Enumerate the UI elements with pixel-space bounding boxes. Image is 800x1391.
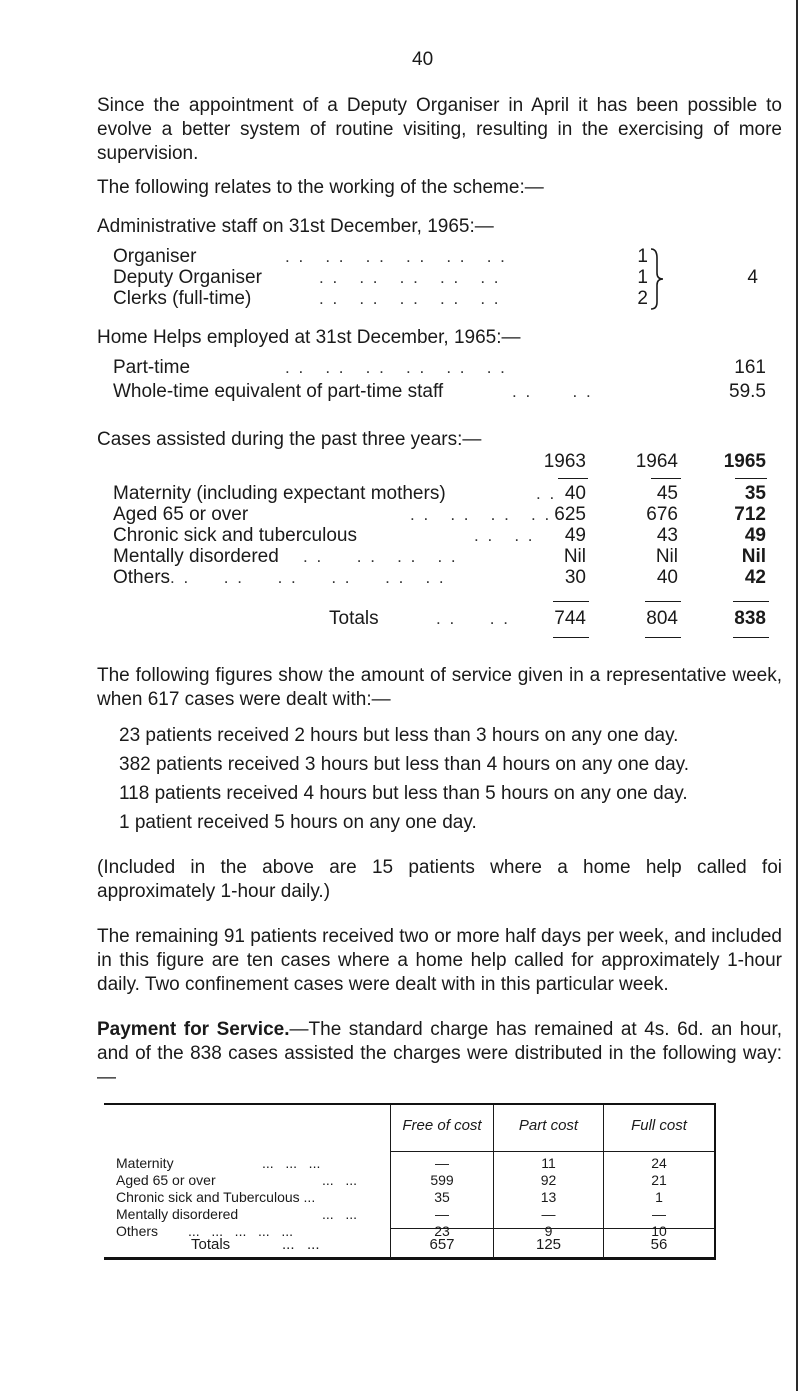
cases-value: 49 xyxy=(564,525,586,546)
leader-dots: . . . . xyxy=(512,382,593,401)
table-cell: — xyxy=(541,1206,556,1222)
home-helps-row-value: 59.5 xyxy=(729,381,766,402)
remaining-paragraph: The remaining 91 patients received two or more half days per week, and included in this figure are ten cases where a home help called for approximately 1-hour daily. Two confinement cases were dealt with in this particular week. xyxy=(97,926,782,995)
table-cell: 23 xyxy=(434,1223,450,1239)
service-line: 118 patients received 4 hours but less than 5 hours on any one day. xyxy=(119,783,688,804)
leader-dots: . . . . . . . . . . xyxy=(319,289,501,308)
cases-heading: Cases assisted during the past three years:— xyxy=(97,429,482,450)
admin-heading: Administrative staff on 31st December, 1965:— xyxy=(97,216,494,237)
table-cell: — xyxy=(652,1206,666,1222)
service-line: 1 patient received 5 hours on any one day. xyxy=(119,812,477,833)
cases-row-label: Chronic sick and tuberculous xyxy=(113,525,357,546)
table-total: 657 xyxy=(429,1236,455,1253)
col-header-free: Free of cost xyxy=(402,1117,482,1134)
leader-dots: . . . . . . . . xyxy=(410,505,552,524)
cases-year: 1965 xyxy=(723,451,766,472)
cases-value: 42 xyxy=(744,567,766,588)
admin-total: 4 xyxy=(747,267,758,288)
table-cell: 1 xyxy=(655,1189,663,1205)
table-cell: 13 xyxy=(540,1189,557,1205)
table-row-label: Aged 65 or over ... ... xyxy=(116,1172,358,1188)
table-cell: 35 xyxy=(434,1189,450,1205)
cases-total: 838 xyxy=(734,608,766,629)
table-row-label: Mentally disordered ... ... xyxy=(116,1206,358,1222)
table-cell: 21 xyxy=(651,1172,667,1188)
table-cell: — xyxy=(435,1155,449,1171)
cases-value: 35 xyxy=(744,483,766,504)
admin-row-value: 1 xyxy=(637,267,648,288)
admin-row-value: 2 xyxy=(637,288,648,309)
cases-row-label: Aged 65 or over xyxy=(113,504,249,525)
included-paragraph: (Included in the above are 15 patients where a home help called foi approximately 1-hour daily.) xyxy=(97,857,782,902)
table-cell: 10 xyxy=(651,1223,667,1239)
table-cell: 92 xyxy=(540,1172,557,1188)
home-helps-row-label: Part-time xyxy=(113,357,191,378)
cases-total: 804 xyxy=(646,608,678,629)
cases-totals-label: Totals xyxy=(329,608,379,629)
table-cell: 24 xyxy=(651,1155,667,1171)
admin-row-value: 1 xyxy=(637,246,648,267)
home-helps-row-label: Whole-time equivalent of part-time staff xyxy=(113,381,444,402)
cases-value: 40 xyxy=(656,567,678,588)
leader-dots: . . xyxy=(536,484,557,503)
cases-value: Nil xyxy=(563,546,586,567)
home-helps-row-value: 161 xyxy=(734,357,766,378)
cases-value: 43 xyxy=(656,525,678,546)
admin-row-label: Clerks (full-time) xyxy=(113,288,252,309)
cases-total: 744 xyxy=(554,608,586,629)
cases-value: 40 xyxy=(564,483,586,504)
table-cell: — xyxy=(435,1206,449,1222)
table-total: 56 xyxy=(650,1236,668,1253)
payment-text: —The standard charge has remained at 4s. 6d. an hour, and of the 838 cases assisted the charges were distributed in the following way:— xyxy=(97,1019,783,1088)
cases-row-label: Others xyxy=(113,567,171,588)
cases-year: 1964 xyxy=(635,451,678,472)
leader-dots: . . . . xyxy=(474,526,535,545)
table-cell: 9 xyxy=(544,1223,553,1239)
cases-row-label: Mentally disordered xyxy=(113,546,279,567)
service-paragraph: The following figures show the amount of service given in a representative week, when 617 cases were dealt with:— xyxy=(97,665,782,710)
cases-year: 1963 xyxy=(543,451,586,472)
leader-dots: . . . . . . . . . . xyxy=(319,268,501,287)
table-row-label: Others ... ... ... ... ... xyxy=(116,1223,294,1239)
home-helps-heading: Home Helps employed at 31st December, 1965:— xyxy=(97,327,521,348)
cases-value: Nil xyxy=(741,546,766,567)
table-cell: 11 xyxy=(541,1155,556,1171)
leader-dots: . . . . xyxy=(436,609,510,628)
cases-value: Nil xyxy=(655,546,678,567)
cases-value: 30 xyxy=(564,567,586,588)
leader-dots: . . . . . . . . . . . . xyxy=(285,247,507,266)
col-header-part: Part cost xyxy=(518,1117,579,1134)
cases-value: 625 xyxy=(554,504,586,525)
admin-row-label: Organiser xyxy=(113,246,197,267)
cases-value: 676 xyxy=(646,504,678,525)
table-totals-label: Totals ... ... xyxy=(191,1236,320,1253)
cases-value: 45 xyxy=(656,483,678,504)
leader-dots: . . . . . . . . . . . . xyxy=(285,358,507,377)
page-edge xyxy=(796,0,798,1391)
table-row-label: Maternity ... ... ... xyxy=(116,1155,321,1171)
cases-value: 49 xyxy=(744,525,766,546)
service-line: 382 patients received 3 hours but less than 4 hours on any one day. xyxy=(119,754,690,775)
page-number: 40 xyxy=(412,49,434,70)
table-row-label: Chronic sick and Tuberculous ... xyxy=(116,1189,316,1205)
cases-row-label: Maternity (including expectant mothers) xyxy=(113,483,446,504)
leader-dots: . . . . . . . . . . . . xyxy=(170,568,446,587)
col-header-full: Full cost xyxy=(631,1117,687,1134)
cases-value: 712 xyxy=(734,504,766,525)
leader-dots: . . . . . . . . xyxy=(303,547,458,566)
table-cell: 599 xyxy=(430,1172,454,1188)
scheme-heading: The following relates to the working of the scheme:— xyxy=(97,177,544,198)
admin-row-label: Deputy Organiser xyxy=(113,267,262,288)
intro-paragraph: Since the appointment of a Deputy Organiser in April it has been possible to evolve a better system of routine visiting, resulting in the exercising of more supervision. xyxy=(97,95,782,164)
table-total: 125 xyxy=(535,1236,562,1253)
service-line: 23 patients received 2 hours but less than 3 hours on any one day. xyxy=(119,725,679,746)
payment-heading: Payment for Service. xyxy=(97,1019,290,1040)
